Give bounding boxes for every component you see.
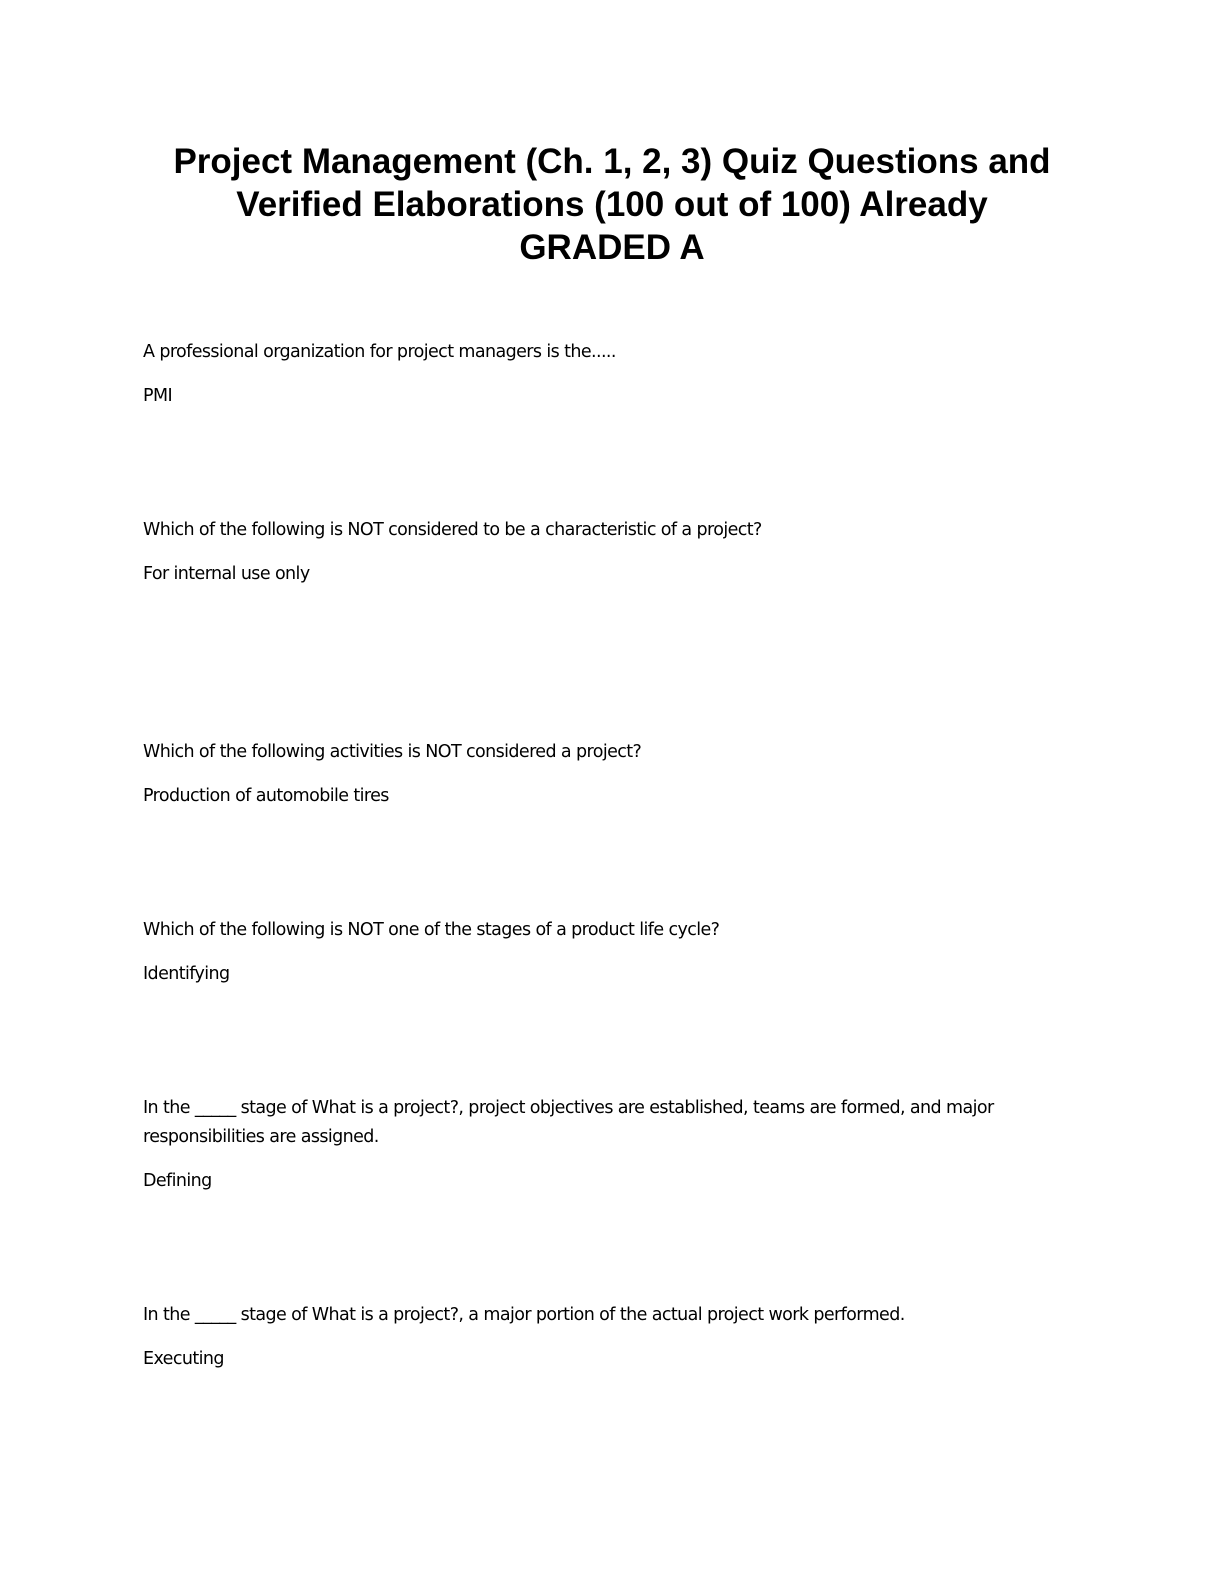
answer-text: Production of automobile tires (143, 786, 389, 806)
qa-item-2 (143, 516, 1043, 589)
answer-text: For internal use only (143, 564, 310, 584)
question-text: Which of the following is NOT one of the stages of a product life cycle? (143, 920, 720, 940)
qa-item-5 (143, 1094, 1043, 1196)
qa-item-6 (143, 1301, 1043, 1374)
title-line-2: Verified Elaborations (100 out of 100) Already (236, 185, 988, 224)
qa-item-1 (143, 338, 1043, 411)
question-text: Which of the following activities is NOT considered a project? (143, 742, 642, 762)
answer-text: Executing (143, 1349, 224, 1369)
answer-text: Identifying (143, 964, 230, 984)
question-text: In the _____ stage of What is a project?, a major portion of the actual project work performed. (143, 1305, 905, 1325)
answer-text: PMI (143, 386, 173, 406)
qa-item-3 (143, 738, 1043, 811)
title-line-3: GRADED A (519, 228, 705, 267)
qa-item-4 (143, 916, 1043, 989)
question-text: A professional organization for project managers is the..... (143, 342, 616, 362)
answer-text: Defining (143, 1171, 212, 1191)
question-text: Which of the following is NOT considered to be a characteristic of a project? (143, 520, 762, 540)
document-title (140, 140, 1084, 269)
question-text: In the _____ stage of What is a project?, project objectives are established, teams are formed, and major responsibilities are assigned. (143, 1098, 994, 1147)
title-line-1: Project Management (Ch. 1, 2, 3) Quiz Questions and (173, 142, 1051, 181)
